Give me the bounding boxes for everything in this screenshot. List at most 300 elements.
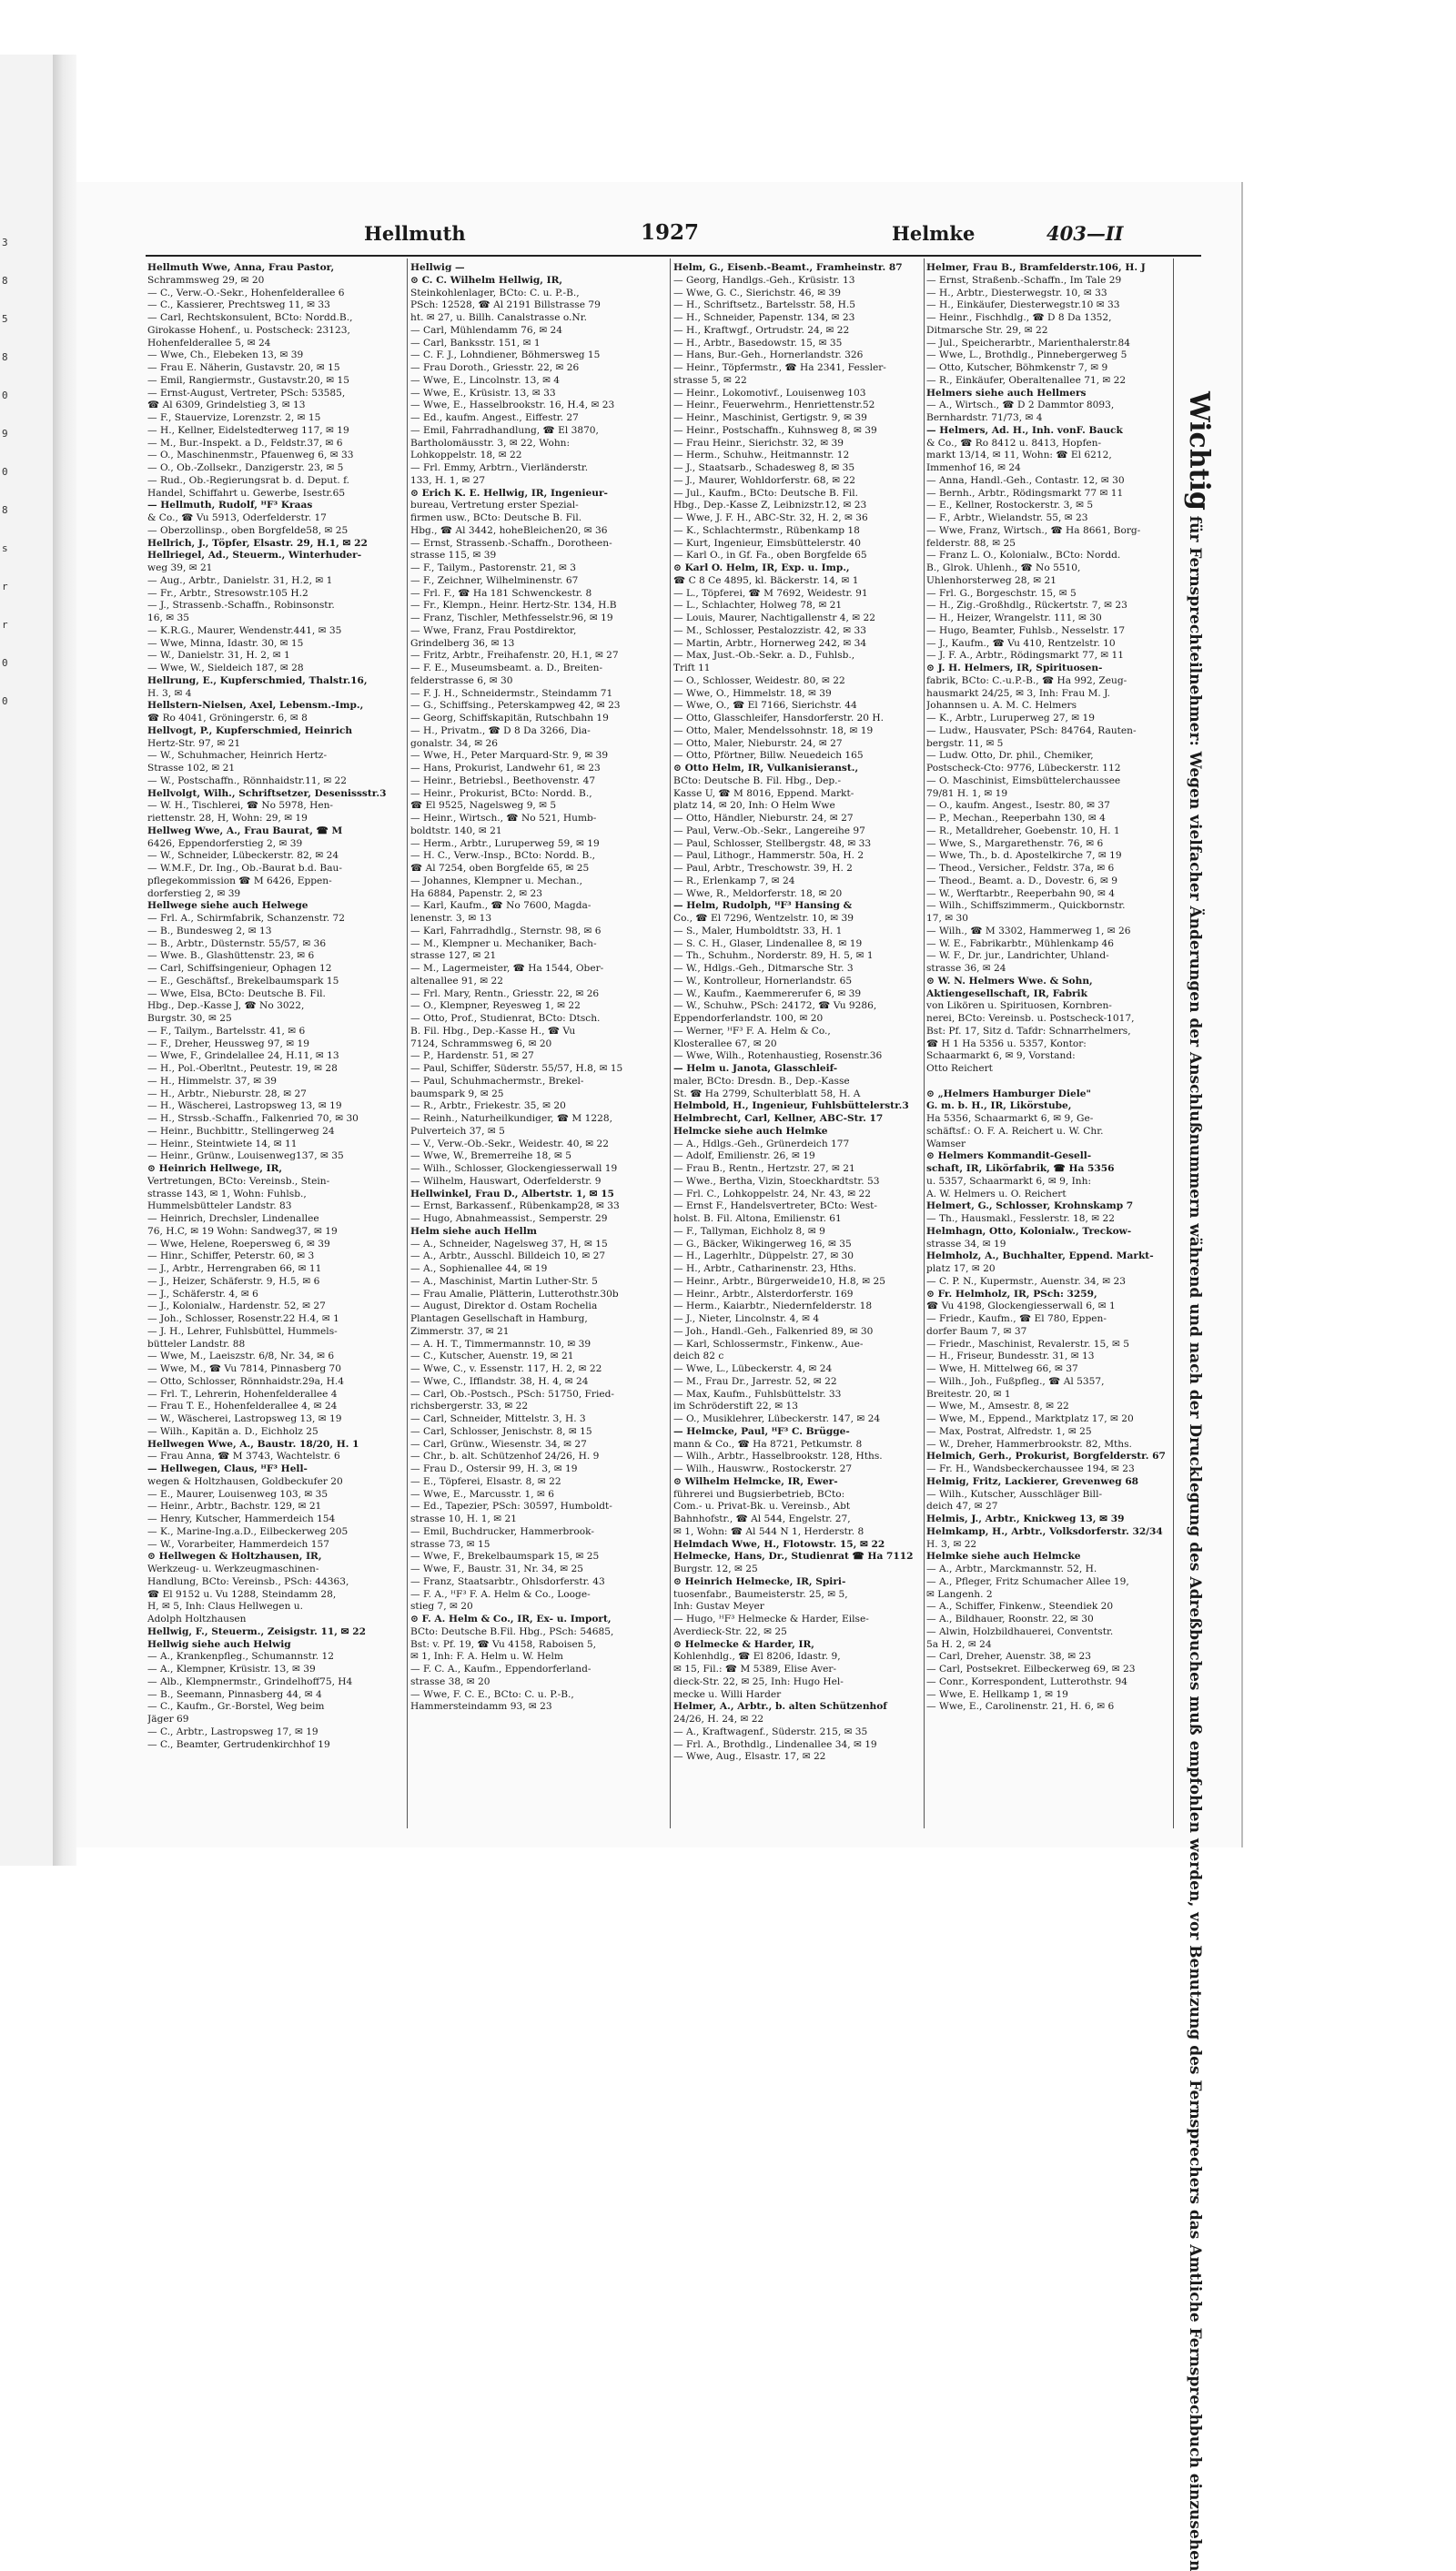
directory-entry: baumspark 9, ✉ 25 [410,1088,504,1099]
directory-entry: — Wwe, O., ☎ El 7166, Sierichstr. 44 [673,700,857,712]
directory-entry: — H., Arbtr., Diesterwegstr. 10, ✉ 33 [926,287,1107,299]
directory-entry: — K., Marine-Ing.a.D., Eilbeckerweg 205 [147,1525,349,1537]
directory-entry: — Wwe. B., Glashüttenstr. 23, ✉ 6 [147,950,315,962]
directory-entry: B. Fil. Hbg., Dep.-Kasse H., ☎ Vu [410,1025,576,1037]
directory-entry: schäftsf.: O. F. A. Reichert u. W. Chr. [926,1125,1104,1137]
directory-entry: — Helm, Rudolph, ᴴF³ Hansing & [673,900,853,912]
directory-entry: — H., Pol.-Oberltnt., Peutestr. 19, ✉ 28 [147,1063,338,1074]
directory-entry: — Wwe, Aug., Elsastr. 17, ✉ 22 [673,1751,826,1763]
directory-entry: Bartholomäusstr. 3, ✉ 22, Wohn: [410,437,571,449]
directory-entry: ⊙ Karl O. Helm, IR, Exp. u. Imp., [673,562,850,573]
directory-entry: — F., Zeichner, Wilhelminenstr. 67 [410,574,579,586]
directory-entry: — W., Dreher, Hammerbrookstr. 82, Mths. [926,1438,1132,1450]
directory-entry: — Friedr., Maschinist, Revalerstr. 15, ✉ 5 [926,1338,1129,1350]
directory-entry: — P., Mechan., Reeperbahn 130, ✉ 4 [926,813,1106,824]
directory-entry: gonalstr. 34, ✉ 26 [410,737,498,749]
directory-entry: Kasse U, ☎ M 8016, Eppend. Markt- [673,787,854,799]
directory-entry: — A., Krankenpfleg., Schumannstr. 12 [147,1651,334,1663]
directory-entry: ⊙ Helmers Kommandit-Gesell- [926,1150,1092,1162]
directory-entry: — Bernh., Arbtr., Rödingsmarkt 77 ✉ 11 [926,487,1124,499]
directory-entry: — P., Hardenstr. 51, ✉ 27 [410,1050,534,1062]
directory-entry: — Wwe, Th., b. d. Apostelkirche 7, ✉ 19 [926,850,1122,862]
directory-entry: — W., Kaufm., Kaemmererufer 6, ✉ 39 [673,987,862,999]
directory-entry: Helmcke siehe auch Helmke [673,1125,828,1137]
directory-entry: — Max, Postrat, Alfredstr. 1, ✉ 25 [926,1425,1092,1437]
directory-entry: ⊙ Heinrich Helmecke, IR, Spiri- [673,1575,846,1587]
directory-entry: bergstr. 11, ✉ 5 [926,737,1004,749]
book-gutter [53,55,76,1866]
directory-entry: — R., Arbtr., Friekestr. 35, ✉ 20 [410,1100,566,1112]
directory-entry: — Wwe, R., Meldorferstr. 18, ✉ 20 [673,887,843,899]
directory-entry: 133, H. 1, ✉ 27 [410,474,486,486]
directory-entry: — Reinh., Naturheilkundiger, ☎ M 1228, [410,1113,612,1124]
directory-entry: — W., Schuhw., PSch: 24172, ☎ Vu 9286, [673,1000,877,1012]
directory-entry: strasse 127, ✉ 21 [410,950,497,962]
directory-entry: — E., Geschäftsf., Brekelbaumspark 15 [147,975,339,987]
directory-entry: — Wwe, G. C., Sierichstr. 46, ✉ 39 [673,287,841,299]
directory-entry: — Heinr., Postschaffn., Kuhnsweg 8, ✉ 39 [673,424,877,436]
directory-entry: — W. E., Fabrikarbtr., Mühlenkamp 46 [926,937,1114,949]
directory-entry: felderstr. 88, ✉ 25 [926,537,1016,549]
header-rule [146,255,1201,257]
directory-entry: — Anna, Handl.-Geh., Contastr. 12, ✉ 30 [926,474,1125,486]
directory-entry: ☎ El 9152 u. Vu 1288, Steindamm 28, [147,1588,337,1600]
directory-entry: — J., Kolonialw., Hardenstr. 52, ✉ 27 [147,1301,326,1312]
directory-entry: — A., Schneider, Nagelsweg 37, H, ✉ 15 [410,1238,608,1250]
directory-entry: — Frau D., Ostersir 99, H. 3, ✉ 19 [410,1463,578,1474]
directory-entry: — R., Erlenkamp 7, ✉ 24 [673,875,795,886]
directory-entry: — Paul, Schiffer, Süderstr. 55/57, H.8, ✉ 15 [410,1063,623,1074]
directory-entry: ✉ 1, Inh: F. A. Helm u. W. Helm [410,1651,563,1663]
directory-entry: — H., Zig.-Großhdlg., Rückertstr. 7, ✉ 23 [926,600,1127,612]
directory-entry: Hellweg Wwe, A., Frau Baurat, ☎ M [147,825,343,836]
directory-entry: — Conr., Korrespondent, Lutterothstr. 94 [926,1675,1127,1687]
page-header [76,217,1150,253]
directory-entry: Kohlenhdlg., ☎ El 8206, Idastr. 9, [673,1651,841,1663]
directory-entry: H. 3, ✉ 22 [926,1538,977,1550]
directory-entry: — E., Maurer, Louisenweg 103, ✉ 35 [147,1488,329,1500]
directory-entry: — Aug., Arbtr., Danielstr. 31, H.2, ✉ 1 [147,574,333,586]
directory-entry: Breitestr. 20, ✉ 1 [926,1388,1011,1400]
directory-entry: — Wwe, W., Bremerreihe 18, ✉ 5 [410,1150,571,1162]
directory-entry: Hellriegel, Ad., Steuerm., Winterhuder- [147,550,362,562]
directory-entry: — Ernst F., Handelsvertreter, BCto: West- [673,1200,877,1212]
directory-entry: Averdieck-Str. 22, ✉ 25 [673,1625,787,1637]
margin-glyph: 8 [2,275,8,287]
directory-entry: Ditmarsche Str. 29, ✉ 22 [926,324,1048,336]
directory-entry: — Wwe, E., Carolinenstr. 21, H. 6, ✉ 6 [926,1701,1115,1713]
directory-entry: — Carl, Postsekret. Eilbeckerweg 69, ✉ 23 [926,1664,1136,1675]
directory-entry: — F., Tallyman, Eichholz 8, ✉ 9 [673,1225,825,1237]
directory-entry: — O., Klempner, Reyesweg 1, ✉ 22 [410,1000,581,1012]
directory-entry: — Werner, ᴴF³ F. A. Helm & Co., [673,1025,831,1037]
directory-entry: — Karl, Schlossermstr., Finkenw., Aue- [673,1338,864,1350]
directory-entry: — F., Tailym., Bartelsstr. 41, ✉ 6 [147,1025,306,1037]
directory-entry: — Wwe, Wilh., Rotenhaustieg, Rosenstr.36 [673,1050,883,1062]
directory-entry: — Jul., Kaufm., BCto: Deutsche B. Fil. [673,487,858,499]
directory-entry: — M., Frau Dr., Jarrestr. 52, ✉ 22 [673,1375,837,1387]
directory-entry: ✉ 15, Fil.: ☎ M 5389, Elise Aver- [673,1664,837,1675]
directory-entry: boldtstr. 140, ✉ 21 [410,825,502,836]
directory-entry: — Jul., Speicherarbtr., Marienthalerstr.84 [926,337,1130,349]
directory-entry: Pulverteich 37, ✉ 5 [410,1125,505,1137]
directory-entry: — Alb., Klempnermstr., Grindelhoff75, H4 [147,1675,353,1687]
directory-entry: Helmdach Wwe, H., Flotowstr. 15, ✉ 22 [673,1538,885,1550]
directory-entry: ☎ Vu 4198, Glockengiesserwall 6, ✉ 1 [926,1301,1116,1312]
directory-entry: — C. P. N., Kupermstr., Auenstr. 34, ✉ 23 [926,1275,1127,1287]
directory-entry: — J., Kaufm., ☎ Vu 410, Rentzelstr. 10 [926,637,1116,649]
directory-entry: — Joh., Schlosser, Rosenstr.22 H.4, ✉ 1 [147,1313,339,1324]
directory-entry: — H. C., Verw.-Insp., BCto: Nordd. B., [410,850,596,862]
directory-entry: Uhlenhorsterweg 28, ✉ 21 [926,574,1057,586]
directory-entry: Plantagen Gesellschaft in Hamburg, [410,1313,588,1324]
directory-entry: — Carl, Schneider, Mittelstr. 3, H. 3 [410,1413,586,1424]
column-divider [670,258,671,1828]
directory-entry: — Theod., Versicher., Feldstr. 37a, ✉ 6 [926,863,1115,874]
directory-entry: — Heinr., Arbtr., Bachstr. 129, ✉ 21 [147,1501,322,1513]
directory-entry: — E., Töpferei, Elsastr. 8, ✉ 22 [410,1475,561,1487]
directory-entry: — Georg, Handlgs.-Geh., Krüsistr. 13 [673,274,855,286]
directory-entry: dieck-Str. 22, ✉ 25, Inh: Hugo Hel- [673,1675,844,1687]
directory-entry: — Hinr., Schiffer, Peterstr. 60, ✉ 3 [147,1250,315,1262]
directory-entry: — W., Hdlgs.-Geh., Ditmarsche Str. 3 [673,963,854,974]
directory-entry: — Wwe, Ch., Elebeken 13, ✉ 39 [147,349,304,361]
directory-entry: — Wwe, Franz, Wirtsch., ☎ Ha 8661, Borg- [926,524,1141,536]
directory-entry: Hbg., Dep.-Kasse J, ☎ No 3022, [147,1000,305,1012]
margin-glyph: 9 [2,428,8,440]
directory-entry: B., Glrok. Uhlenh., ☎ No 5510, [926,562,1081,573]
directory-entry: — Wwe, F. C. E., BCto: C. u. P.-B., [410,1688,574,1700]
directory-entry: — W., Kontrolleur, Hornerlandstr. 65 [673,975,853,987]
header-first-entry: Hellmuth [364,222,466,245]
directory-entry: ⊙ Otto Helm, IR, Vulkanisieranst., [673,763,859,774]
directory-entry: Helm siehe auch Hellm [410,1225,537,1237]
directory-entry: — Henry, Kutscher, Hammerdeich 154 [147,1513,336,1524]
directory-entry: — C., Kassierer, Prechtsweg 11, ✉ 33 [147,299,330,311]
directory-entry: felderstrasse 6, ✉ 30 [410,674,513,686]
directory-entry: — A., Hdlgs.-Geh., Grünerdeich 177 [673,1138,850,1149]
directory-entry: PSch: 12528, ☎ Al 2191 Billstrasse 79 [410,299,601,311]
directory-entry: deich 82 c [673,1351,724,1362]
directory-entry: Adolph Holtzhausen [147,1614,247,1625]
directory-entry: — H., Schneider, Papenstr. 134, ✉ 23 [673,312,855,323]
directory-entry: 16, ✉ 35 [147,612,189,623]
margin-glyph: 5 [2,313,8,325]
directory-entry: wegen & Holtzhausen, Goldbeckufer 20 [147,1475,343,1487]
header-last-entry: Helmke [892,222,976,245]
directory-entry: Trift 11 [673,663,711,673]
directory-entry: nerei, BCto: Vereinsb. u. Postscheck-1017, [926,1013,1135,1024]
directory-entry: — Helmcke, Paul, ᴴF³ C. Brügge- [673,1425,850,1437]
directory-entry: — Heinr., Wirtsch., ☎ No 521, Humb- [410,813,597,824]
margin-glyph: 0 [2,466,8,478]
directory-entry: — B., Seemann, Pinnasberg 44, ✉ 4 [147,1688,322,1700]
directory-entry: — Wwe, H., Peter Marquard-Str. 9, ✉ 39 [410,750,609,762]
directory-entry: Werkzeug- u. Werkzeugmaschinen- [147,1564,319,1574]
directory-entry: — A., Schiffer, Finkenw., Steendiek 20 [926,1601,1114,1613]
right-margin [1247,55,1456,1981]
directory-entry: — Wilh., ☎ M 3302, Hammerweg 1, ✉ 26 [926,925,1131,936]
directory-entry: — Carl, Grünw., Wiesenstr. 34, ✉ 27 [410,1438,587,1450]
column-divider [924,258,925,1828]
directory-entry: — W.M.F., Dr. Ing., Ob.-Baurat b.d. Bau- [147,863,342,874]
directory-entry: ☎ Al 7254, oben Borgfelde 65, ✉ 25 [410,863,590,874]
directory-entry: Hellwinkel, Frau D., Albertstr. 1, ✉ 15 [410,1188,614,1199]
directory-entry: dorferstieg 2, ✉ 39 [147,887,241,899]
directory-entry: — Frau Amalie, Plätterin, Lutterothstr.30b [410,1288,619,1300]
directory-entry: — Heinr., Steintwiete 14, ✉ 11 [147,1138,298,1149]
directory-entry: — Emil, Rangiermstr., Gustavstr.20, ✉ 15 [147,374,350,386]
directory-entry: dorfer Baum 7, ✉ 37 [926,1325,1027,1337]
directory-entry: — Fritz, Arbtr., Freihafenstr. 20, H.1, ✉ 27 [410,650,619,662]
directory-entry: — B., Bundesweg 2, ✉ 13 [147,925,272,936]
directory-entry: — Frl. C., Lohkoppelstr. 24, Nr. 43, ✉ 22 [673,1188,871,1199]
directory-entry: — Ed., Tapezier, PSch: 30597, Humboldt- [410,1501,612,1513]
directory-entry: — Helmers, Ad. H., Inh. vonF. Bauck [926,424,1123,436]
directory-entry: führerei und Bugsierbetrieb, BCto: [673,1488,845,1500]
directory-entry: Johannsen u. A. M. C. Helmers [926,700,1077,712]
directory-entry: ☎ Ro 4041, Gröningerstr. 6, ✉ 8 [147,713,308,724]
directory-entry: — C., Kaufm., Gr.-Borstel, Weg beim [147,1701,325,1713]
directory-entry: — Th., Schuhm., Norderstr. 89, H. 5, ✉ 1 [673,950,874,962]
directory-entry: — C., Verw.-O.-Sekr., Hohenfelderallee 6 [147,287,345,299]
directory-entry: — Georg, Schiffskapitän, Rutschbahn 19 [410,713,609,724]
directory-entry: ⊙ C. C. Wilhelm Hellwig, IR, [410,274,563,286]
directory-entry: — Heinr., Arbtr., Bürgerweide10, H.8, ✉ 25 [673,1275,886,1287]
directory-entry: — Wwe, E., Marcusstr. 1, ✉ 6 [410,1488,554,1500]
directory-entry: markt 13/14, ✉ 11, Wohn: ☎ El 6212, [926,450,1112,461]
directory-entry: — A., Wirtsch., ☎ D 2 Dammtor 8093, [926,400,1115,411]
directory-entry: Hohenfelderallee 5, ✉ 24 [147,337,271,349]
directory-entry: — H., Kellner, Eidelstedterweg 117, ✉ 19 [147,424,349,436]
directory-entry: — Herm., Schuhw., Heitmannstr. 12 [673,450,850,461]
directory-entry: — Max, Just.-Ob.-Sekr. a. D., Fuhlsb., [673,650,855,662]
directory-entry: — R., Einkäufer, Oberaltenallee 71, ✉ 22 [926,374,1127,386]
notice-lead: Wichtig [1183,391,1215,511]
directory-entry: ⊙ Erich K. E. Hellwig, IR, Ingenieur- [410,487,608,499]
directory-entry: strasse 5, ✉ 22 [673,374,747,386]
directory-entry: strasse 36, ✉ 24 [926,963,1006,974]
directory-entry: — Alwin, Holzbildhauerei, Conventstr. [926,1625,1114,1637]
directory-entry: — F. C. A., Kaufm., Eppendorferland- [410,1664,592,1675]
directory-entry: — F. E., Museumsbeamt. a. D., Breiten- [410,663,603,673]
directory-entry: — Hugo, ᴴF³ Helmecke & Harder, Eilse- [673,1614,869,1625]
directory-entry: strasse 115, ✉ 39 [410,550,497,562]
directory-entry: 17, ✉ 30 [926,913,968,924]
directory-entry: strasse 10, H. 1, ✉ 21 [410,1513,517,1524]
directory-entry: — Franz L. O., Kolonialw., BCto: Nordd. [926,550,1121,562]
directory-entry: Helmhagn, Otto, Kolonialw., Treckow- [926,1225,1132,1237]
directory-entry: — O., Schlosser, Weidestr. 80, ✉ 22 [673,674,845,686]
directory-entry: Schrammsweg 29, ✉ 20 [147,274,265,286]
directory-entry: bureau, Vertretung erster Spezial- [410,500,579,511]
directory-entry: Inh: Gustav Meyer [673,1601,764,1613]
directory-entry: — M., Schlosser, Pestalozzistr. 42, ✉ 33 [673,624,866,636]
directory-entry: — W. H., Tischlerei, ☎ No 5978, Hen- [147,800,334,812]
directory-entry: — J., Maurer, Wohldorferstr. 68, ✉ 22 [673,474,855,486]
directory-entry: — K., Arbtr., Luruperweg 27, ✉ 19 [926,713,1096,724]
directory-entry: Helm, G., Eisenb.-Beamt., Framheinstr. 87 [673,262,903,273]
directory-entry: — Wwe, S., Margarethenstr. 76, ✉ 6 [926,837,1104,849]
directory-entry: — Karl O., in Gf. Fa., oben Borgfelde 65 [673,550,867,562]
directory-entry: — A., Sophienallee 44, ✉ 19 [410,1263,548,1274]
directory-entry: — Ludw., Hausvater, PSch: 84764, Rauten- [926,724,1137,736]
directory-entry: — Frau E. Näherin, Gustavstr. 20, ✉ 15 [147,362,340,373]
directory-entry: — Wwe, E., Krüsistr. 13, ✉ 33 [410,387,556,399]
directory-entry: — Heinr., Lokomotivf., Louisenweg 103 [673,387,866,399]
directory-entry: Burgstr. 12, ✉ 25 [673,1564,758,1574]
directory-entry: — Heinr., Feuerwehrm., Henriettenstr.52 [673,400,875,411]
directory-entry: strasse 38, ✉ 20 [410,1675,490,1687]
directory-entry: Helmkamp, H., Arbtr., Volksdorferstr. 32/34 [926,1525,1163,1537]
directory-entry: — Wwe, C., Ifflandstr. 38, H. 4, ✉ 24 [410,1375,589,1387]
directory-entry: — H., Arbtr., Catharinenstr. 23, Hths. [673,1263,856,1274]
directory-entry: Hertz-Str. 97, ✉ 21 [147,737,241,749]
directory-entry: — Johannes, Klempner u. Mechan., [410,875,583,886]
directory-entry: — Wwe, W., Sieldeich 187, ✉ 28 [147,663,304,673]
directory-entry: Hellwig — [410,262,465,273]
directory-entry: — J. F. A., Arbtr., Rödingsmarkt 77, ✉ 11 [926,650,1125,662]
directory-entry: Wamser [926,1138,966,1149]
directory-entry: — E., Kellner, Rostockerstr. 3, ✉ 5 [926,500,1094,511]
directory-entry: — Adolf, Emilienstr. 26, ✉ 19 [673,1150,815,1162]
directory-entry: — Wwe, Helene, Roepersweg 6, ✉ 39 [147,1238,330,1250]
directory-entry: — M., Klempner u. Mechaniker, Bach- [410,937,597,949]
directory-entry: — W. F., Dr. jur., Landrichter, Uhland- [926,950,1109,962]
directory-entry: ⊙ F. A. Helm & Co., IR, Ex- u. Import, [410,1614,612,1625]
margin-glyph: 8 [2,504,8,516]
directory-entry: — Hellmuth, Rudolf, ᴴF³ Kraas [147,500,313,511]
directory-entry: — A. H. T., Timmermannstr. 10, ✉ 39 [410,1338,592,1350]
directory-entry: ✉ Langenh. 2 [926,1588,993,1600]
directory-entry: — Kurt, Ingenieur, Eimsbüttelerstr. 40 [673,537,862,549]
directory-entry: — Paul, Schlosser, Stellbergstr. 48, ✉ 33 [673,837,872,849]
directory-entry: — Frl. Mary, Rentn., Griesstr. 22, ✉ 26 [410,987,600,999]
directory-entry: Bst: Pf. 17, Sitz d. Tafdr: Schnarrhelmers, [926,1025,1131,1037]
directory-entry: — Frl. G., Borgeschstr. 15, ✉ 5 [926,587,1077,599]
directory-entry: riettenstr. 28, H, Wohn: 29, ✉ 19 [147,813,308,824]
directory-entry: Hellmuth Wwe, Anna, Frau Pastor, [147,262,335,273]
directory-entry: — Wilhelm, Hauswart, Oderfelderstr. 9 [410,1175,602,1187]
directory-entry: Hellvolgt, Wilh., Schriftsetzer, Desenissstr.3 [147,787,387,799]
directory-entry: Helmbold, H., Ingenieur, Fuhlsbüttelerstr.3 [673,1100,909,1112]
directory-entry: holst. B. Fil. Altona, Emilienstr. 61 [673,1213,842,1224]
directory-entry: — M., Lagermeister, ☎ Ha 1544, Ober- [410,963,604,974]
directory-entry: — F., Arbtr., Wielandstr. 55, ✉ 23 [926,512,1088,523]
directory-entry: strasse 34, ✉ 19 [926,1238,1006,1250]
sidebar-notice [1176,391,1215,2571]
directory-entry: — J., Staatsarb., Schadesweg 8, ✉ 35 [673,462,855,473]
directory-entry: — O. Maschinist, Eimsbüttelerchaussee [926,774,1121,786]
directory-entry: — W., Wäscherei, Lastropsweg 13, ✉ 19 [147,1413,342,1424]
directory-entry: — Chr., b. alt. Schützenhof 24/26, H. 9 [410,1451,600,1463]
directory-entry: — Wilh., Schiffszimmerm., Quickbornstr. [926,900,1126,912]
directory-entry: Burgstr. 30, ✉ 25 [147,1013,232,1024]
directory-entry: — Emil, Buchdrucker, Hammerbrook- [410,1525,594,1537]
directory-entry: 7124, Schrammsweg 6, ✉ 20 [410,1038,552,1049]
directory-entry: & Co., ☎ Vu 5913, Oderfelderstr. 17 [147,512,327,523]
directory-entry: — W., Postschaffn., Rönnhaidstr.11, ✉ 22 [147,774,348,786]
directory-entry: Helmich, Gerh., Prokurist, Borgfelderstr. 67 [926,1451,1166,1463]
directory-entry: — G., Bäcker, Wikingerweg 16, ✉ 35 [673,1238,852,1250]
column-divider [1173,258,1174,1828]
directory-entry: — C., Beamter, Gertrudenkirchhof 19 [147,1738,330,1750]
directory-entry: & Co., ☎ Ro 8412 u. 8413, Hopfen- [926,437,1102,449]
directory-entry: — Wwe, C., v. Essenstr. 117, H. 2, ✉ 22 [410,1363,602,1374]
directory-entry: — Wwe, M., Laeiszstr. 6/8, Nr. 34, ✉ 6 [147,1351,335,1362]
directory-entry: Helmke siehe auch Helmcke [926,1551,1081,1563]
directory-entry: — H., Schriftsetz., Bartelsstr. 58, H.5 [673,299,855,311]
directory-entry: Bernhardstr. 71/73, ✉ 4 [926,412,1043,423]
directory-entry: — A., Maschinist, Martin Luther-Str. 5 [410,1275,598,1287]
directory-entry: — Karl, Kaufm., ☎ No 7600, Magda- [410,900,592,912]
directory-entry: — Otto, Pförtner, Billw. Neuedeich 165 [673,750,864,762]
directory-entry: Eppendorferlandstr. 100, ✉ 20 [673,1013,824,1024]
directory-entry: Hbg., Dep.-Kasse Z, Leibnizstr.12, ✉ 23 [673,500,867,511]
directory-entry: ✉ 1, Wohn: ☎ Al 544 N 1, Herderstr. 8 [673,1525,864,1537]
margin-glyph: s [2,542,8,554]
directory-entry: — H., Privatm., ☎ D 8 Da 3266, Dia- [410,724,591,736]
directory-entry: Handel, Schiffahrt u. Gewerbe, Isestr.65 [147,487,346,499]
directory-entry: — M., Bur.-Inspekt. a D., Feldstr.37, ✉ 6 [147,437,343,449]
directory-entry: — H., Himmelstr. 37, ✉ 39 [147,1075,277,1087]
directory-entry: — Wilh., Hauswrw., Rostockerstr. 27 [673,1463,853,1474]
directory-entry: — H., Heizer, Wrangelstr. 111, ✉ 30 [926,612,1102,623]
directory-entry: Helmholz, A., Buchhalter, Eppend. Markt- [926,1250,1154,1262]
directory-entry: — Ernst, Barkassenf., Rübenkamp28, ✉ 33 [410,1200,620,1212]
directory-entry: ⊙ Hellwegen & Holtzhausen, IR, [147,1551,322,1563]
directory-entry: — Martin, Arbtr., Hornerweg 242, ✉ 34 [673,637,867,649]
directory-entry: weg 39, ✉ 21 [147,562,213,573]
directory-entry: — K., Schlachtermstr., Rübenkamp 18 [673,524,860,536]
directory-entry: Helmbrecht, Carl, Kellner, ABC-Str. 17 [673,1113,884,1124]
directory-entry: — Wwe, M., ☎ Vu 7814, Pinnasberg 70 [147,1363,341,1374]
directory-entry: Grindelberg 36, ✉ 13 [410,637,515,649]
directory-entry: — Wwe, E. Hellkamp 1, ✉ 19 [926,1688,1068,1700]
directory-entry: — H., Kraftwgf., Ortrudstr. 24, ✉ 22 [673,324,850,336]
directory-entry: — S., Maler, Humboldtstr. 33, H. 1 [673,925,843,936]
directory-entry: Co., ☎ El 7296, Wentzelstr. 10, ✉ 39 [673,913,854,924]
directory-entry: Handlung, BCto: Vereinsb., PSch: 44363, [147,1575,349,1587]
directory-entry: Hummelsbütteler Landstr. 83 [147,1200,292,1212]
directory-entry: 5a H. 2, ✉ 24 [926,1638,992,1650]
directory-entry: — Wwe, L., Brothdlg., Pinnebergerweg 5 [926,349,1127,361]
directory-entry: lenenstr. 3, ✉ 13 [410,913,492,924]
directory-entry: — Heinr., Arbtr., Alsterdorferstr. 169 [673,1288,854,1300]
directory-entry: strasse 143, ✉ 1, Wohn: Fuhlsb., [147,1188,307,1199]
directory-entry: — K.R.G., Maurer, Wendenstr.441, ✉ 35 [147,624,342,636]
directory-entry: — F., Stauervize, Lorenzstr. 2, ✉ 15 [147,412,321,423]
directory-entry: Hellrich, J., Töpfer, Elsastr. 29, H.1, ✉ 22 [147,537,368,549]
directory-entry: ⊙ J. H. Helmers, IR, Spirituosen- [926,663,1103,673]
directory-entry: Hammersteindamm 93, ✉ 23 [410,1701,552,1713]
directory-entry: — O., kaufm. Angest., Isestr. 80, ✉ 37 [926,800,1110,812]
directory-entry: — Fr., Arbtr., Stresowstr.105 H.2 [147,587,308,599]
directory-entry: im Schröderstift 22, ✉ 13 [673,1401,798,1412]
directory-entry: — Wwe., Bertha, Vizin, Stoeckhardtstr. 53 [673,1175,880,1187]
directory-entry: Bahnhofstr., ☎ Al 544, Engelstr. 27, [673,1513,851,1524]
directory-entry: — Frau Heinr., Sierichstr. 32, ✉ 39 [673,437,844,449]
directory-entry: — Herm., Arbtr., Luruperweg 59, ✉ 19 [410,837,600,849]
directory-entry: — Otto, Maler, Mendelssohnstr. 18, ✉ 19 [673,724,874,736]
directory-entry: — C., Arbtr., Lastropsweg 17, ✉ 19 [147,1726,318,1737]
directory-entry: — Hugo, Beamter, Fuhlsb., Nesselstr. 17 [926,624,1126,636]
directory-entry: — A., Pfleger, Fritz Schumacher Allee 19, [926,1575,1129,1587]
directory-entry: — Carl, Rechtskonsulent, BCto: Nordd.B., [147,312,353,323]
directory-entry: — C. F. J., Lohndiener, Böhmersweg 15 [410,349,601,361]
directory-entry: — S. C. H., Glaser, Lindenallee 8, ✉ 19 [673,937,863,949]
directory-entry: — H., Wäscherei, Lastropsweg 13, ✉ 19 [147,1100,342,1112]
